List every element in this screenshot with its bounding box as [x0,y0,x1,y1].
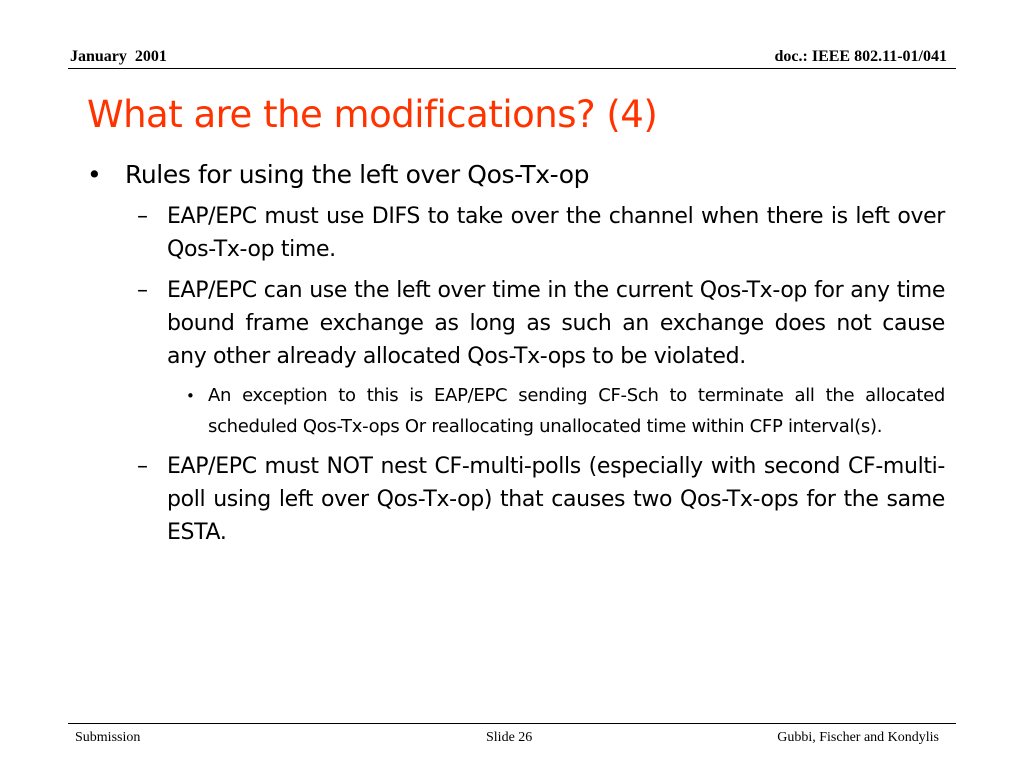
sub-item-no-nest [137,450,945,549]
footer-slide-number: Slide 26 [486,730,533,745]
bullet-main [85,158,945,192]
footer-submission: Submission [75,730,141,745]
footer-authors: Gubbi, Fischer and Kondylis [777,730,939,745]
sub-item-text: EAP/EPC must NOT nest CF-multi-polls (especially with second CF-multi-poll using left over Qos-Tx-op) that causes two Qos-Tx-ops for the same ESTA. [167,454,945,545]
header-doc-id: doc.: IEEE 802.11-01/041 [774,48,947,65]
bullet-marker: • [87,160,102,189]
slide-body [85,158,945,549]
header-date: January 2001 [70,48,167,65]
sub-sub-item-exception [186,381,945,442]
sub-item-difs [137,200,945,266]
slide-title: What are the modifications? (4) [87,93,658,136]
dash-marker: – [137,454,148,479]
sub-item-text: EAP/EPC must use DIFS to take over the channel when there is left over Qos-Tx-op time. [167,204,945,262]
dash-marker: – [137,204,148,229]
bullet-marker: • [186,387,195,405]
dash-marker: – [137,278,148,303]
header-divider [68,68,956,69]
footer-divider [68,723,956,724]
sub-item-left-over-time [137,274,945,373]
bullet-main-text: Rules for using the left over Qos-Tx-op [125,160,590,189]
sub-sub-item-text: An exception to this is EAP/EPC sending CF-Sch to terminate all the allocated scheduled Qos-Tx-ops Or reallocating unallocated time within CFP interval(s). [208,385,945,437]
sub-item-text: EAP/EPC can use the left over time in the current Qos-Tx-op for any time bound frame exchange as long as such an exchange does not cause any other already allocated Qos-Tx-ops to be violated. [167,278,945,369]
